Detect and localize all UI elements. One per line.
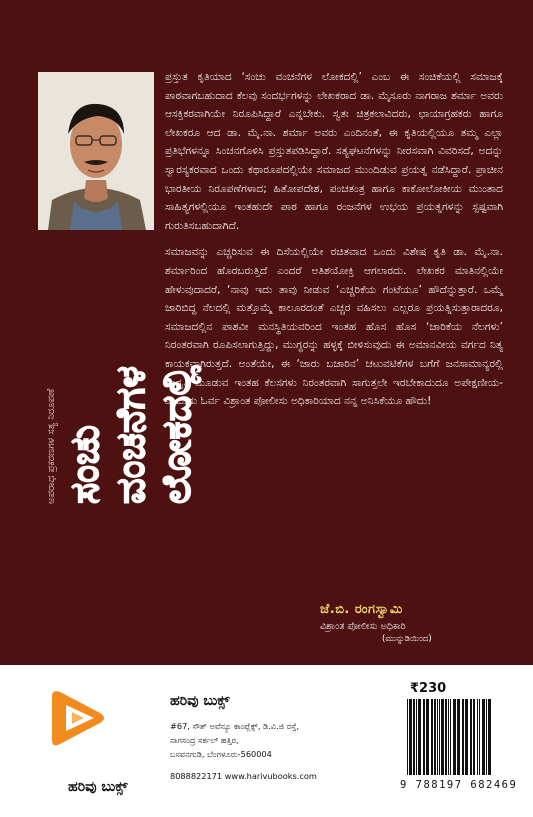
- barcode-bar: [431, 699, 433, 775]
- publisher-logo-text: ಹರಿವು ಬುಕ್ಸ್: [68, 779, 128, 795]
- barcode-bar: [426, 699, 429, 775]
- signature-role: ವಿಶ್ರಾಂತ ಪೋಲೀಸು ಅಧಿಕಾರಿ: [320, 621, 406, 632]
- author-photo: [38, 72, 154, 230]
- publisher-logo: [38, 683, 128, 793]
- barcode-bar: [407, 699, 408, 775]
- signature-name: ಜೆ.ಬಿ. ರಂಗಸ್ವಾಮಿ: [320, 602, 403, 617]
- blurb-text: [165, 68, 503, 419]
- barcode-bar: [423, 699, 425, 775]
- barcode-bar: [413, 699, 415, 775]
- barcode-bar: [486, 699, 487, 775]
- barcode-bar: [457, 699, 460, 775]
- signature-block: [320, 602, 515, 644]
- publisher-address-line1: #67, ಸೌತ್ ಅವೆನ್ಯೂ ಕಾಂಪ್ಲೆಕ್ಸ್, ಡಿ.ವಿ.ಜಿ ರಸ್ತೆ,: [170, 721, 300, 731]
- price-label: ₹230: [410, 681, 447, 696]
- barcode-bar: [416, 699, 417, 775]
- isbn-number: 9 788197 682469: [400, 779, 518, 791]
- isbn-barcode: [405, 699, 517, 775]
- author-portrait-image: [38, 72, 154, 230]
- publisher-contact: 8088822171 www.harivubooks.com: [170, 771, 317, 781]
- vertical-title-line2: ವಂಚನೆಗಳ: [108, 366, 154, 504]
- barcode-bar: [470, 699, 472, 775]
- barcode-bar: [477, 699, 478, 775]
- barcode-bar: [465, 699, 468, 775]
- barcode-bar: [448, 699, 449, 775]
- vertical-title-line3: ಲೋಕದಲ್ಲಿ: [154, 365, 200, 504]
- barcode-bar: [441, 699, 444, 775]
- barcode-bar: [473, 699, 475, 775]
- barcode-bar: [439, 699, 440, 775]
- barcode-bar: [445, 699, 447, 775]
- vertical-subtitle: ಅಪರಾಧ ಪ್ರಕರಣಗಳ ಸತ್ಯ ನಿರೂಪಣೆ: [46, 388, 57, 504]
- publisher-address-line3: ಬಸವನಗುಡಿ, ಬೆಂಗಳೂರು-560004: [170, 749, 272, 759]
- blurb-paragraph-2: ಸಮಾಜವನ್ನು ಎಚ್ಚರಿಸುವ ಈ ದಿಸೆಯಲ್ಲಿಯೇ ರಚಿತವಾದ ಒಂದು ವಿಶೇಷ ಕೃತಿ ಡಾ. ಮೈ.ನಾ. ಶರ್ಮಾರಿಂದ ಹೊರಬರುತ್ತಿದೆ ಎಂದರೆ ಅತಿಶಯೋಕ್ತಿ ಆಗಲಾರದು. ಲೇಖಕರ ಮಾತಿನಲ್ಲಿಯೇ ಹೇಳುವುದಾದರೆ, ‘ನಾವು ಇದು ತಾವು ನೀಡುವ ‘ಎಚ್ಚರಿಕೆಯ ಗಂಟೆಯೂ’ ಹೌದೆನ್ನುತ್ತಾರೆ. ಒಮ್ಮೆ ಜಾರಿಬಿದ್ದ ನೆಲದಲ್ಲಿ ಮತ್ತೊಮ್ಮೆ ಕಾಲೂರದಂತೆ ಎಚ್ಚರ ವಹಿಸಲು ಎಲ್ಲರೂ ಪ್ರಯತ್ನಿಸುತ್ತಾರಾದರೂ, ಸಮಾಜದಲ್ಲಿನ ಪಾಶವೀ ಮನಸ್ಥಿತಿಯವರಿಂದ ಇಂತಹ ಹೊಸ ಹೊಸ ‘ಜಾರಿಕೆಯ ನೆಲಗಳು’ ನಿರಂತರವಾಗಿ ರೂಪಿಸಲಾಗುತ್ತಿದ್ದು, ಮುಗ್ಧರನ್ನು ಹಳ್ಳಕ್ಕೆ ಬೀಳಿಸುವುದು ಈ ಅಮಾನವೀಯ ವರ್ಗದ ನಿತ್ಯ ಕಾಯಕವಾಗಿರುತ್ತದೆ. ಅಂತೆಯೇ, ಈ ‘ಜಾರು ಬಜಾರಿನ’ ಚಟುವಟಿಕೆಗಳ ಬಗೆಗೆ ಜನಸಾಮಾನ್ಯರಲ್ಲಿ ಜಾಗೃತಿ ಮೂಡುವ ಇಂತಹ ಕೆಲಸಗಳು ನಿರಂತರವಾಗಿ ಸಾಗುತ್ತಲೇ ಇರಬೇಕಾದುದೂ ಅಪೇಕ್ಷಣೀಯ-ಎಂಬುದು ಓರ್ವ ವಿಶ್ರಾಂತ ಪೋಲೀಸು ಅಧಿಕಾರಿಯಾದ ನನ್ನ ಅನಿಸಿಕೆಯೂ ಹೌದು!: [165, 246, 503, 408]
- barcode-bar: [453, 699, 456, 775]
- barcode-bar: [482, 699, 485, 775]
- signature-note: (ಮುನ್ನುಡಿಯಿಂದ): [382, 634, 432, 644]
- barcode-bar: [434, 699, 436, 775]
- play-logo-icon: [38, 683, 128, 775]
- publisher-name: ಹರಿವು ಬುಕ್ಸ್: [170, 693, 230, 709]
- barcode-bar: [488, 699, 491, 775]
- vertical-title-line1: ಸಂಚು: [62, 425, 108, 504]
- barcode-bar: [409, 699, 412, 775]
- publisher-footer: [0, 665, 533, 817]
- publisher-info: [170, 693, 370, 781]
- barcode-bar: [437, 699, 438, 775]
- barcode-bar: [462, 699, 464, 775]
- blurb-paragraph-1: ಪ್ರಸ್ತುತ ಕೃತಿಯಾದ ‘ಸಂಚು ವಂಚನೆಗಳ ಲೋಕದಲ್ಲಿ’ ಎಂಬ ಈ ಸಂಚಿಕೆಯಲ್ಲಿ ಸಮಾಜಕ್ಕೆ ಪಾಠವಾಗಬಹುದಾದ ಕೆಲವು ಸಂದರ್ಭಗಳನ್ನು ಲೇಖಕರಾದ ಡಾ. ಮೈಸೂರು ನಾಗರಾಜ ಶರ್ಮಾ ಅವರು ಆಸಕ್ತಿಕರವಾಗಿಯೇ ನಿರೂಪಿಸಿದ್ದಾರೆ ಎನ್ನಬೇಕು. ಸ್ವತಃ ಚಿತ್ರಕಲಾವಿದರು, ಛಾಯಾಗ್ರಹಕರು ಹಾಗೂ ಲೇಖಕರೂ ಆದ ಡಾ. ಮೈ.ನಾ. ಶರ್ಮಾ ಅವರು ಎಂದಿನಂತೆ, ಈ ಕೃತಿಯಲ್ಲಿಯೂ ತಮ್ಮ ಎಲ್ಲಾ ಪ್ರತಿಭೆಗಳನ್ನೂ ಸಿಂಚನಗೊಳಿಸಿ ಪ್ರಸ್ತುತಪಡಿಸಿದ್ದಾರೆ. ಸತ್ಯಘಟನೆಗಳನ್ನು ನೀರಸವಾಗಿ ವಿವರಿಸದೆ, ಅದನ್ನು ಸ್ವಾರಸ್ಯಕರವಾದ ಒಂದು ಕಥಾರೂಪದಲ್ಲಿಯೇ ಸಮಾಜದ ಮುಂದಿಡುವ ಪ್ರಯತ್ನ ನಡೆಸಿದ್ದಾರೆ. ಪ್ರಾಚೀನ ಭಾರತೀಯ ನಿರೂಪಣೆಗಳಾದ; ಹಿತೋಪದೇಶ, ಪಂಚತಂತ್ರ ಹಾಗೂ ಕಾಕೋಲೋಕೀಯ ಮುಂತಾದ ಸಾಹಿತ್ಯಗಳಲ್ಲಿಯೂ ಇಂತಹುದೇ ಪಾಠ ಹಾಗೂ ರಂಜನೆಗಳ ಉಭಯ ಪ್ರಯತ್ನಗಳನ್ನು ಸ್ಪಷ್ಟವಾಗಿ ಗುರುತಿಸಬಹುದಾಗಿದೆ.: [165, 71, 503, 232]
- barcode-bar: [479, 699, 480, 775]
- publisher-address-line2: ನಾಗಸಂದ್ರ ಸರ್ಕಲ್ ಹತ್ತಿರ,: [170, 735, 239, 745]
- barcode-bar: [450, 699, 451, 775]
- vertical-title-block: [36, 290, 200, 510]
- barcode-bar: [418, 699, 421, 775]
